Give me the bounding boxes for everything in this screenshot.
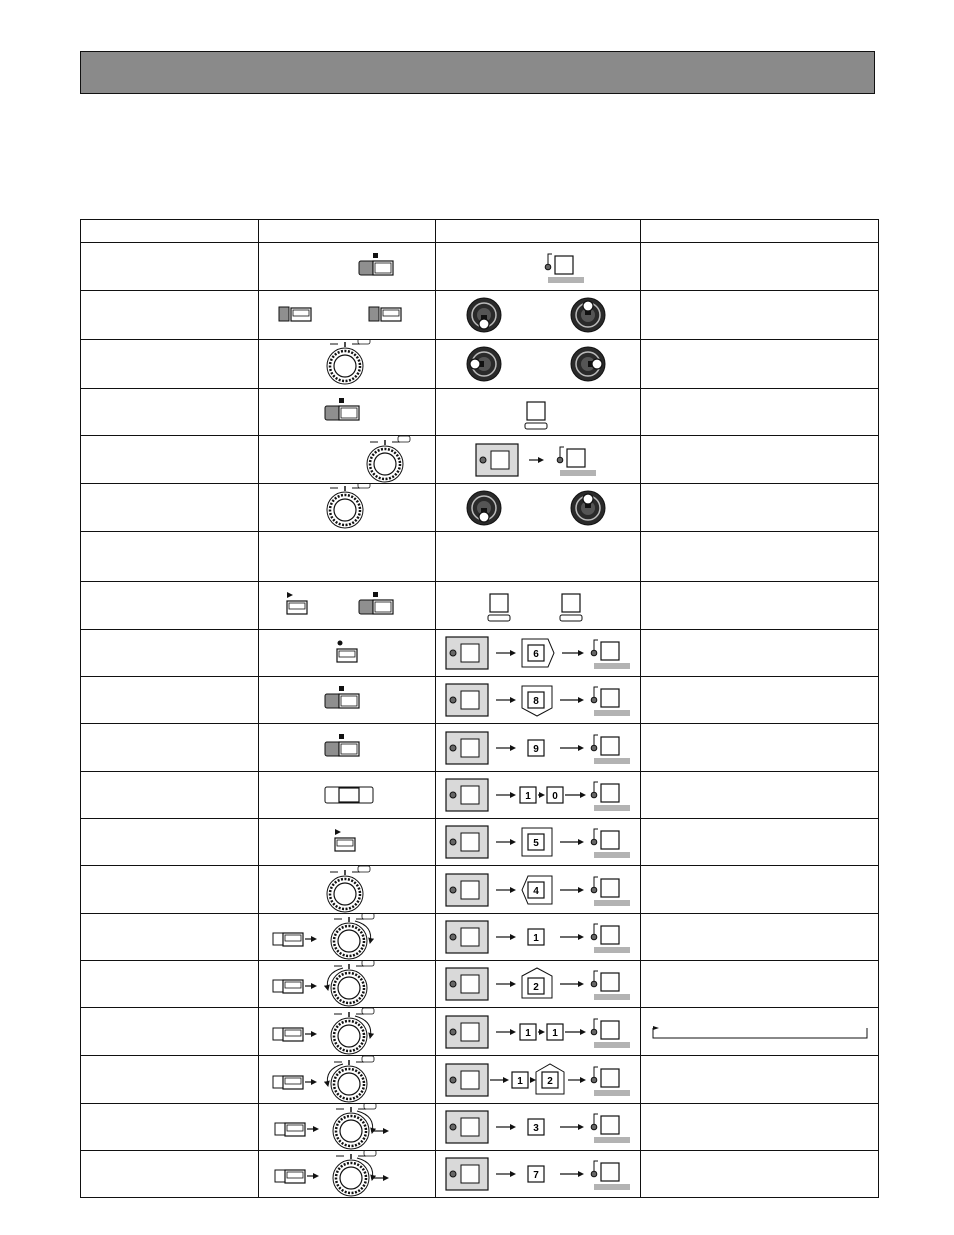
led-indicator-icon <box>591 1124 597 1130</box>
arrow-right-icon <box>539 1029 545 1035</box>
led-indicator-icon <box>545 264 551 270</box>
arrow-right-icon <box>510 650 516 656</box>
number-key-label: 1 <box>525 791 531 802</box>
cell-col-2 <box>259 389 436 436</box>
result-illustration <box>436 582 639 629</box>
header-col-4 <box>641 220 879 243</box>
control-illustration <box>259 772 434 818</box>
cell-col-4 <box>641 961 879 1008</box>
led-indicator-icon <box>591 887 597 893</box>
number-key-label: 1 <box>517 1076 523 1087</box>
led-indicator-icon <box>591 981 597 987</box>
result-illustration <box>436 630 639 676</box>
control-illustration <box>259 291 434 339</box>
arrow-right-icon <box>510 1029 516 1035</box>
table-row <box>81 724 879 772</box>
control-illustration <box>259 532 434 581</box>
key-icon <box>601 831 619 849</box>
table-row <box>81 677 879 724</box>
arrow-right-icon <box>503 1077 509 1083</box>
stop-marker-icon <box>339 734 344 739</box>
cell-col-1 <box>81 291 259 340</box>
control-illustration <box>259 340 434 388</box>
cell-col-1 <box>81 772 259 819</box>
cell-col-4 <box>641 914 879 961</box>
cell-col-2 <box>259 677 436 724</box>
key-icon <box>601 926 619 944</box>
arrow-right-icon <box>313 1126 319 1132</box>
cell-col-1 <box>81 819 259 866</box>
cell-col-1 <box>81 914 259 961</box>
cell-col-2 <box>259 1056 436 1104</box>
arrow-right-icon <box>311 1031 317 1037</box>
joystick-knob-icon <box>592 359 602 369</box>
cell-col-2 <box>259 914 436 961</box>
status-bar-icon <box>594 758 630 764</box>
led-indicator-icon <box>591 839 597 845</box>
cell-col-4 <box>641 866 879 914</box>
arrow-right-icon <box>510 745 516 751</box>
cell-col-3 <box>436 1151 641 1198</box>
result-illustration <box>436 389 639 435</box>
control-illustration <box>259 243 434 290</box>
control-illustration <box>259 1008 434 1055</box>
cell-col-3 <box>436 340 641 389</box>
cell-col-2 <box>259 243 436 291</box>
cell-col-4 <box>641 582 879 630</box>
cell-col-2 <box>259 582 436 630</box>
cell-col-4 <box>641 1151 879 1198</box>
cell-col-3 <box>436 724 641 772</box>
cell-col-3 <box>436 243 641 291</box>
cell-col-1 <box>81 1008 259 1056</box>
cell-col-4 <box>641 1056 879 1104</box>
status-bar-icon <box>594 1090 630 1096</box>
cell-col-1 <box>81 1151 259 1198</box>
number-key-label: 1 <box>552 1028 558 1039</box>
arrow-right-icon <box>510 981 516 987</box>
joystick-knob-icon <box>479 319 489 329</box>
cell-col-1 <box>81 961 259 1008</box>
result-illustration <box>436 914 639 960</box>
result-illustration <box>436 340 639 388</box>
cell-col-3 <box>436 389 641 436</box>
arrow-right-icon <box>578 934 584 940</box>
table-row <box>81 866 879 914</box>
control-illustration <box>259 1151 434 1197</box>
arrow-right-icon <box>578 839 584 845</box>
arrow-right-icon <box>311 1079 317 1085</box>
arrow-right-icon <box>311 983 317 989</box>
cell-col-2 <box>259 866 436 914</box>
arrow-right-icon <box>510 1171 516 1177</box>
stop-marker-icon <box>339 686 344 691</box>
table-row <box>81 630 879 677</box>
rec-marker-icon <box>338 641 343 646</box>
status-bar-icon <box>560 470 596 476</box>
cell-col-2 <box>259 436 436 484</box>
cell-col-4 <box>641 630 879 677</box>
number-key-label: 4 <box>533 886 539 897</box>
arrow-right-icon <box>311 936 317 942</box>
number-key-label: 5 <box>533 838 539 849</box>
result-illustration <box>436 866 639 913</box>
cell-col-1 <box>81 582 259 630</box>
key-icon <box>601 1116 619 1134</box>
table-row <box>81 340 879 389</box>
arrow-right-icon <box>383 1128 389 1134</box>
header-col-1 <box>81 220 259 243</box>
cell-col-3 <box>436 677 641 724</box>
status-bar-icon <box>594 947 630 953</box>
control-illustration <box>259 866 434 913</box>
cell-col-2 <box>259 724 436 772</box>
cell-col-4 <box>641 677 879 724</box>
result-illustration <box>436 677 639 723</box>
led-indicator-icon <box>591 1029 597 1035</box>
cell-col-3 <box>436 484 641 532</box>
cell-col-1 <box>81 484 259 532</box>
cell-col-4 <box>641 772 879 819</box>
cell-col-2 <box>259 1151 436 1198</box>
result-illustration <box>436 243 639 290</box>
result-illustration <box>436 1056 639 1103</box>
cell-col-4 <box>641 1008 879 1056</box>
cell-col-1 <box>81 866 259 914</box>
key-icon <box>567 449 585 467</box>
control-illustration <box>259 961 434 1007</box>
joystick-knob-icon <box>583 494 593 504</box>
cell-col-2 <box>259 532 436 582</box>
result-illustration <box>436 1151 639 1197</box>
key-icon <box>601 642 619 660</box>
table-row <box>81 291 879 340</box>
led-indicator-icon <box>591 792 597 798</box>
arrow-right-icon <box>580 792 586 798</box>
result-illustration <box>436 1104 639 1150</box>
led-indicator-icon <box>591 745 597 751</box>
led-indicator-icon <box>557 457 563 463</box>
result-illustration <box>436 724 639 771</box>
table-row <box>81 1151 879 1198</box>
table-row <box>81 389 879 436</box>
header-col-2 <box>259 220 436 243</box>
cell-col-1 <box>81 724 259 772</box>
result-illustration <box>436 772 639 818</box>
number-key-label: 9 <box>533 744 539 755</box>
key-icon <box>601 1069 619 1087</box>
arrow-right-icon <box>510 792 516 798</box>
arrow-right-icon <box>538 457 544 463</box>
table-row <box>81 914 879 961</box>
cell-col-4 <box>641 484 879 532</box>
arrow-right-icon <box>510 839 516 845</box>
led-indicator-icon <box>591 650 597 656</box>
status-bar-icon <box>594 1042 630 1048</box>
table-row <box>81 819 879 866</box>
arrow-right-icon <box>578 1124 584 1130</box>
cell-col-4 <box>641 724 879 772</box>
key-icon <box>601 784 619 802</box>
key-icon <box>527 402 545 420</box>
key-icon <box>601 1163 619 1181</box>
cell-col-2 <box>259 484 436 532</box>
result-illustration <box>436 484 639 531</box>
number-key-label: 1 <box>533 933 539 944</box>
cell-col-4 <box>641 291 879 340</box>
cell-col-3 <box>436 772 641 819</box>
table-row <box>81 961 879 1008</box>
table-row <box>81 1104 879 1151</box>
cell-col-3 <box>436 1056 641 1104</box>
stop-marker-icon <box>339 398 344 403</box>
key-icon <box>601 879 619 897</box>
cell-col-1 <box>81 243 259 291</box>
arrow-right-icon <box>539 792 545 798</box>
cell-col-4 <box>641 1104 879 1151</box>
cell-col-1 <box>81 340 259 389</box>
status-bar-icon <box>594 852 630 858</box>
arrow-right-icon <box>578 981 584 987</box>
cell-col-4 <box>641 436 879 484</box>
arrow-right-icon <box>578 887 584 893</box>
operations-table <box>80 219 879 1198</box>
table-row <box>81 436 879 484</box>
table-row <box>81 1056 879 1104</box>
status-bar-icon <box>594 900 630 906</box>
led-indicator-icon <box>591 934 597 940</box>
control-illustration <box>259 630 434 676</box>
status-bar-icon <box>594 710 630 716</box>
cell-col-1 <box>81 1104 259 1151</box>
header-col-3 <box>436 220 641 243</box>
result-illustration <box>436 1008 639 1055</box>
number-key-label: 1 <box>525 1028 531 1039</box>
cell-col-4 <box>641 243 879 291</box>
table-row <box>81 772 879 819</box>
cell-col-3 <box>436 436 641 484</box>
status-bar-icon <box>548 277 584 283</box>
cell-col-1 <box>81 630 259 677</box>
key-icon <box>555 256 573 274</box>
control-illustration <box>259 389 434 435</box>
cell-col-3 <box>436 630 641 677</box>
cell-col-3 <box>436 866 641 914</box>
cell-col-3 <box>436 961 641 1008</box>
key-icon <box>601 737 619 755</box>
led-indicator-icon <box>591 1077 597 1083</box>
control-illustration <box>259 582 434 629</box>
result-illustration <box>436 436 639 483</box>
cell-col-3 <box>436 1104 641 1151</box>
led-indicator-icon <box>591 1171 597 1177</box>
control-illustration <box>259 724 434 771</box>
table-row <box>81 1008 879 1056</box>
led-indicator-icon <box>591 697 597 703</box>
table-row <box>81 582 879 630</box>
control-illustration <box>259 1104 434 1150</box>
number-key-label: 0 <box>552 791 558 802</box>
arrow-right-icon <box>383 1175 389 1181</box>
number-key-label: 6 <box>533 649 539 660</box>
table-row <box>81 532 879 582</box>
range-bracket-illustration <box>641 1008 877 1055</box>
status-bar-icon <box>594 994 630 1000</box>
arrow-right-icon <box>580 1077 586 1083</box>
play-marker-icon <box>287 592 293 598</box>
control-illustration <box>259 1056 434 1103</box>
cell-col-4 <box>641 389 879 436</box>
arrow-right-icon <box>580 1029 586 1035</box>
cell-col-1 <box>81 1056 259 1104</box>
arrow-right-icon <box>578 650 584 656</box>
arrow-right-icon <box>578 697 584 703</box>
cell-col-2 <box>259 961 436 1008</box>
cell-col-3 <box>436 291 641 340</box>
table-row <box>81 243 879 291</box>
control-illustration <box>259 914 434 960</box>
result-illustration <box>436 961 639 1007</box>
cell-col-2 <box>259 1008 436 1056</box>
arrow-right-icon <box>313 1173 319 1179</box>
key-icon <box>601 973 619 991</box>
arrow-right-icon <box>510 934 516 940</box>
number-key-label: 7 <box>533 1170 539 1181</box>
cell-col-2 <box>259 772 436 819</box>
cell-col-1 <box>81 436 259 484</box>
section-title-bar <box>80 51 875 94</box>
stop-marker-icon <box>373 253 378 258</box>
arrow-right-icon <box>578 1171 584 1177</box>
cell-col-3 <box>436 1008 641 1056</box>
cell-col-3 <box>436 582 641 630</box>
joystick-knob-icon <box>479 512 489 522</box>
table-header-row <box>81 220 879 243</box>
arrow-right-icon <box>510 1124 516 1130</box>
result-illustration <box>436 291 639 339</box>
cell-col-1 <box>81 532 259 582</box>
cell-col-2 <box>259 630 436 677</box>
joystick-knob-icon <box>583 301 593 311</box>
cell-col-4 <box>641 532 879 582</box>
cell-col-3 <box>436 914 641 961</box>
table-row <box>81 484 879 532</box>
number-key-label: 3 <box>533 1123 539 1134</box>
cell-col-1 <box>81 677 259 724</box>
number-key-label: 2 <box>547 1076 553 1087</box>
joystick-knob-icon <box>470 359 480 369</box>
control-illustration <box>259 484 434 531</box>
arrow-right-icon <box>510 887 516 893</box>
cell-col-4 <box>641 819 879 866</box>
number-key-label: 8 <box>533 696 539 707</box>
play-marker-icon <box>335 829 341 835</box>
arrow-right-icon <box>578 745 584 751</box>
cell-col-2 <box>259 819 436 866</box>
cell-col-2 <box>259 291 436 340</box>
stop-marker-icon <box>373 592 378 597</box>
control-illustration <box>259 819 434 865</box>
status-bar-icon <box>594 805 630 811</box>
arrow-right-icon <box>510 697 516 703</box>
result-illustration <box>436 532 639 581</box>
status-bar-icon <box>594 663 630 669</box>
cell-col-1 <box>81 389 259 436</box>
status-bar-icon <box>594 1184 630 1190</box>
key-icon <box>601 1021 619 1039</box>
cell-col-3 <box>436 819 641 866</box>
cell-col-3 <box>436 532 641 582</box>
status-bar-icon <box>594 1137 630 1143</box>
result-illustration <box>436 819 639 865</box>
cell-col-2 <box>259 340 436 389</box>
cell-col-4 <box>641 340 879 389</box>
arrow-right-icon <box>530 1077 536 1083</box>
number-key-label: 2 <box>533 982 539 993</box>
key-icon <box>601 689 619 707</box>
control-illustration <box>259 677 434 723</box>
cell-col-2 <box>259 1104 436 1151</box>
control-illustration <box>259 436 434 483</box>
